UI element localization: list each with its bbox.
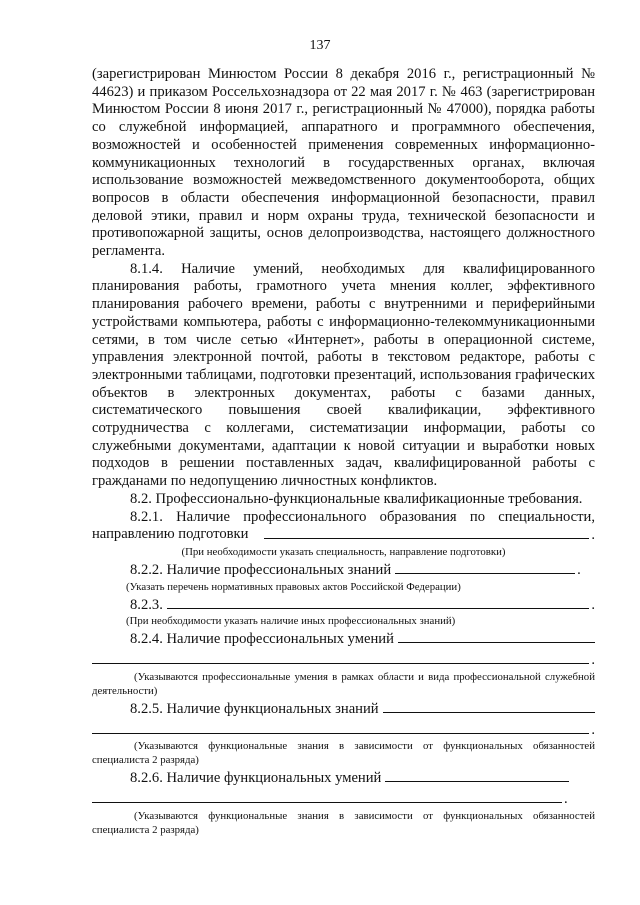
- period: .: [591, 652, 595, 669]
- blank-line: [167, 596, 590, 609]
- blank-line: [395, 561, 575, 574]
- item-8-2-5-second-line: [92, 719, 595, 740]
- note-8-2-3: (При необходимости указать наличие иных профессиональных знаний): [126, 615, 456, 628]
- blank-line: [398, 630, 595, 643]
- item-8-2-3: [92, 596, 595, 615]
- blank-line: [385, 769, 569, 782]
- period: .: [577, 562, 581, 578]
- blank-line: [92, 719, 589, 734]
- period: .: [591, 527, 595, 544]
- blank-line: [383, 700, 595, 713]
- note-8-2-4: (Указываются профессиональные умения в рамках области и вида профессиональной служебной деятельности): [92, 670, 595, 697]
- paragraph-8-1-4-skills: 8.1.4. Наличие умений, необходимых для квалифицированного планирования работы, грамотного учета мнения коллег, эффективного планирования рабочего времени, работы с внутренними и периферийными устройствами компьютера, работы с информационно-телекоммуникационными сетями, в том числе сетью «Интернет», работы в операционной системе, управления электронной почтой, работы в текстовом редакторе, работы с электронными таблицами, подготовки презентаций, использования графических объектов в электронных документах, работы с базами данных, систематического повышения своей квалификации, эффективного сотрудничества с коллегами, систематизации информации, работы со служебными документами, адаптации к новой ситуации и выработки новых подходов в решении поставленных задач, квалифицированной работы с гражданами по недопущению личностных конфликтов.: [92, 260, 595, 490]
- blank-line: [92, 649, 589, 664]
- item-8-2-2-label: 8.2.2. Наличие профессиональных знаний: [130, 562, 392, 578]
- item-8-2-5: [92, 700, 595, 719]
- period: .: [591, 596, 595, 613]
- page-number: 137: [309, 38, 331, 53]
- period: .: [564, 790, 568, 807]
- item-8-2-1-label: 8.2.1. Наличие профессионального образования по специальности, направлению подготовки: [92, 508, 595, 543]
- section-8-2-title: 8.2. Профессионально-функциональные квалификационные требования.: [130, 490, 583, 507]
- item-8-2-1-blank: [264, 526, 595, 545]
- item-8-2-4: [92, 630, 595, 649]
- item-8-2-6-label: 8.2.6. Наличие функциональных умений: [130, 770, 382, 787]
- note-8-2-6: (Указываются функциональные знания в зависимости от функциональных обязанностей специалиста 2 разряда): [92, 809, 595, 836]
- period: .: [591, 721, 595, 738]
- item-8-2-5-label: 8.2.5. Наличие функциональных знаний: [130, 700, 379, 717]
- note-8-2-2: (Указать перечень нормативных правовых актов Российской Федерации): [126, 580, 461, 593]
- paragraph-regulations: (зарегистрирован Минюстом России 8 декабря 2016 г., регистрационный № 44623) и приказом Россельхознадзора от 22 мая 2017 г. № 463 (зарегистрирован Минюстом России 8 июня 2017 г., регистрационный № 47000), порядка работы со служебной информацией, аппаратного и программного обеспечения, возможностей и особенностей применения современных информационно-коммуникационных технологий в государственных органах, включая использование возможностей межведомственного документооборота, общих вопросов в области обеспечения информационной безопасности, правил деловой этики, правил и норм охраны труда, технической безопасности и противопожарной защиты, основ делопроизводства, настоящего должностного регламента.: [92, 66, 595, 260]
- item-8-2-3-label: 8.2.3.: [130, 596, 163, 613]
- blank-line: [92, 788, 562, 803]
- item-8-2-4-second-line: [92, 649, 595, 670]
- blank-line: [264, 526, 589, 539]
- note-8-2-1: (При необходимости указать специальность, направление подготовки): [181, 546, 506, 558]
- item-8-2-6: [92, 769, 595, 788]
- item-8-2-2: [92, 561, 595, 580]
- item-8-2-4-label: 8.2.4. Наличие профессиональных умений: [130, 631, 394, 648]
- item-8-2-6-second-line: [92, 788, 595, 809]
- document-body: [92, 66, 595, 837]
- note-8-2-5: (Указываются функциональные знания в зависимости от функциональных обязанностей специалиста 2 разряда): [92, 740, 595, 767]
